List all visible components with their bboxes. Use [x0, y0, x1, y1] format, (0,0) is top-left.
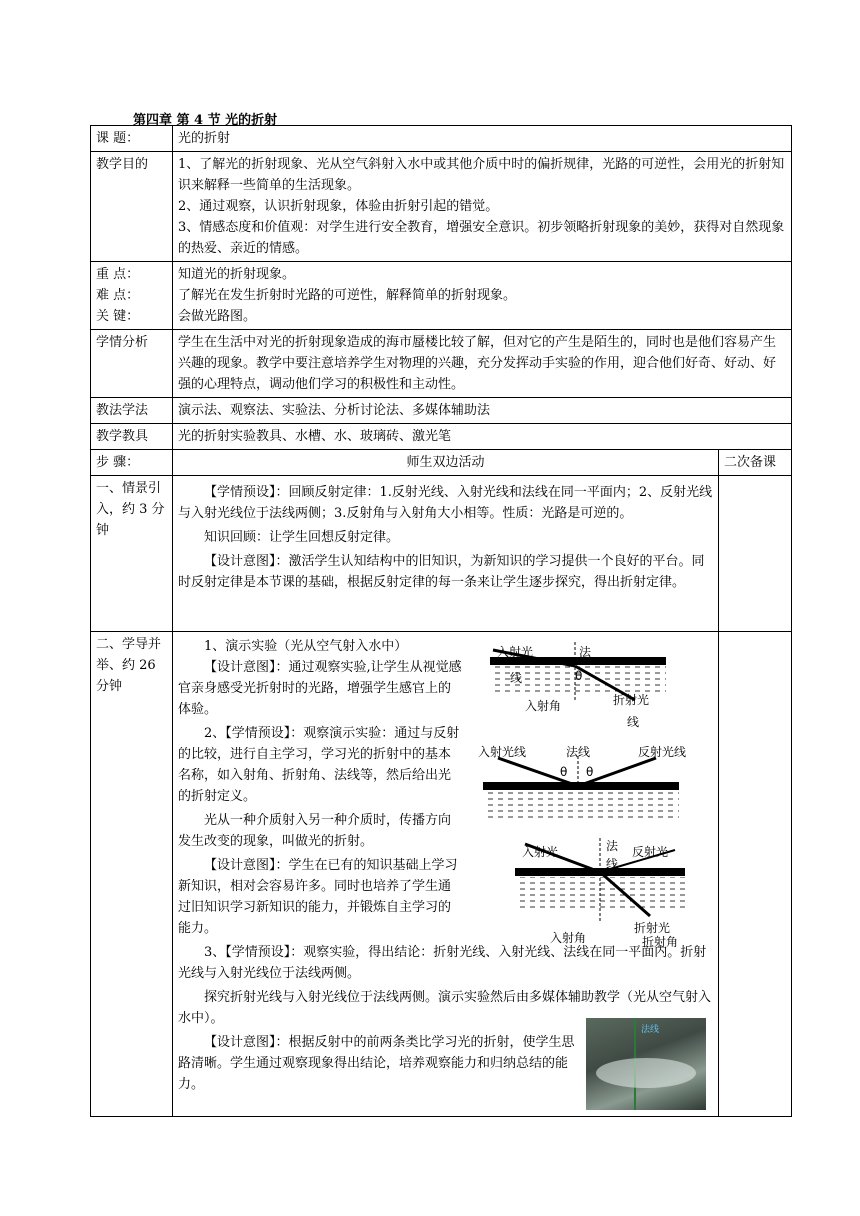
step2-left-text: [178, 636, 463, 939]
focus-text: 知道光的折射现象。: [178, 267, 296, 282]
goal-2: 2、通过观察，认识折射现象，体验由折射引起的错觉。: [178, 199, 499, 214]
goal-1: 1、了解光的折射现象、光从空气斜射入水中或其他介质中时的偏折规律，光路的可逆性，会用光的折射知识来解释一些简单的生活现象。: [178, 157, 785, 193]
header-notes: 二次备课: [719, 450, 792, 476]
row-method: [91, 398, 792, 424]
step2-para-8: 【设计意图】：根据反射中的前两条类比学习光的折射，使学生思路清晰。学生通过观察现象得出结论，培养观察能力和归纳总结的能力。: [178, 1035, 575, 1092]
fig1-incident-label: 入射光: [497, 645, 534, 659]
fig3-incident-angle: 入射角: [550, 931, 587, 945]
step1-para-1: 【学情预设】：回顾反射定律：1.反射光线、入射光线和法线在同一平面内；2、反射光线与入射光线位于法线两侧；3.反射角与入射角大小相等。性质：光路是可逆的。: [178, 485, 713, 521]
fig3-refraction-angle: 折射角: [642, 935, 679, 949]
row-steps-header: [91, 450, 792, 476]
analysis-content: 学生在生活中对光的折射现象造成的海市蜃楼比较了解，但对它的产生是陌生的，同时也是他们容易产生兴趣的现象。教学中要注意培养学生对物理的兴趣，充分发挥动手实验的作用，迎合他们好奇、好动、好强的心理特点，调动他们学习的积极性和主动性。: [173, 330, 792, 398]
method-content: 演示法、观察法、实验法、分析讨论法、多媒体辅助法: [173, 398, 792, 424]
label-step1: 一、情景引入，约 3 分钟: [91, 476, 173, 632]
label-difficulty: 难 点：: [96, 288, 140, 303]
fig3-refracted-label: 折射光: [634, 921, 671, 935]
fig2-theta-2: θ: [586, 765, 594, 779]
fig2-incident-label: 入射光线: [478, 745, 527, 759]
goals-content: [173, 152, 792, 262]
sim-normal-label: 法线: [641, 1025, 660, 1035]
label-goals: 教学目的: [91, 152, 173, 262]
sim-water-surface: [596, 1058, 696, 1088]
step1-para-2: 知识回顾：让学生回想反射定律。: [204, 530, 400, 545]
figure-refraction-1: [485, 640, 675, 740]
label-method: 教法学法: [91, 398, 173, 424]
row-step1: [91, 476, 792, 632]
fig3-incident-label: 入射光: [522, 845, 559, 859]
goal-3: 3、情感态度和价值观：对学生进行安全教育，增强安全意识。初步领略折射现象的美妙，获得对自然现象的热爱、亲近的情感。: [178, 220, 785, 256]
fig1-theta: θ: [575, 669, 583, 683]
label-tools: 教学教具: [91, 424, 173, 450]
difficulty-text: 了解光在发生折射时光路的可逆性，解释简单的折射现象。: [178, 288, 517, 303]
lesson-plan-table: [90, 125, 792, 1117]
key-text: 会做光路图。: [178, 309, 257, 324]
fig3-reflected-label: 反射光: [632, 845, 669, 859]
step1-para-3: 【设计意图】：激活学生认知结构中的旧知识，为新知识的学习提供一个良好的平台。同时反射定律是本节课的基础，根据反射定律的每一条来让学生逐步探究，得出折射定律。: [178, 554, 705, 590]
fig2-reflected-label: 反射光线: [638, 745, 687, 759]
step2-para-2: 【设计意图】：通过观察实验,让学生从视觉感官亲身感受光折射时的光路，增强学生感官上的体验。: [178, 660, 462, 717]
step2-para-4: 光从一种介质射入另一种介质时，传播方向发生改变的现象，叫做光的折射。: [178, 813, 452, 849]
fig3-normal-label: 法: [606, 839, 619, 853]
figure-reflection: [478, 742, 688, 822]
step2-para-5: 【设计意图】：学生在已有的知识基础上学习新知识，相对会容易许多。同时也培养了学生通过旧知识学习新知识的能力，并锻炼自主学习的能力。: [178, 858, 458, 936]
tools-content: 光的折射实验教具、水槽、水、玻璃砖、激光笔: [173, 424, 792, 450]
step1-content: [173, 476, 719, 632]
fig1-refracted-label-2: 线: [627, 715, 640, 729]
row-goals: [91, 152, 792, 262]
page-title: 第四章 第 4 节 光的折射: [133, 113, 278, 128]
row-tools: [91, 424, 792, 450]
label-topic: 课 题：: [91, 126, 173, 152]
label-focus: 重 点：: [96, 267, 140, 282]
row-analysis: [91, 330, 792, 398]
fig1-refracted-label: 折射光: [613, 693, 650, 707]
fig2-normal-label: 法线: [566, 745, 591, 759]
fig1-normal-label: 法: [579, 645, 592, 659]
row-key-points: [91, 262, 792, 330]
step2-notes: [719, 632, 792, 1117]
label-step2: 二、学导并举、约 26 分钟: [91, 632, 173, 1117]
step2-para-7: 探究折射光线与入射光线位于法线两侧。演示实验然后由多媒体辅助教学（光从空气射入水中）。: [178, 990, 712, 1026]
topic-content: 光的折射: [173, 126, 792, 152]
header-activity: 师生双边活动: [173, 450, 719, 476]
row-topic: [91, 126, 792, 152]
step1-notes: [719, 476, 792, 632]
fig3-normal-label-2: 线: [606, 857, 619, 871]
label-key-points: [91, 262, 173, 330]
simulation-image: [586, 1018, 706, 1110]
label-analysis: 学情分析: [91, 330, 173, 398]
key-points-content: [173, 262, 792, 330]
step2-para-6: 3、【学情预设】：观察实验，得出结论：折射光线、入射光线、法线在同一平面内。折射光线与入射光线位于法线两侧。: [178, 945, 707, 981]
fig1-incident-angle: 入射角: [525, 699, 562, 713]
label-steps: 步 骤：: [91, 450, 173, 476]
step2-para-1: 1、演示实验（光从空气射入水中）: [204, 639, 408, 654]
step2-para-3: 2、【学情预设】：观察演示实验：通过与反射的比较，进行自主学习，学习光的折射中的基本名称，如入射角、折射角、法线等，然后给出光的折射定义。: [178, 726, 460, 804]
fig2-theta-1: θ: [560, 765, 568, 779]
label-key: 关 键：: [96, 309, 140, 324]
fig1-line-label: 线: [510, 671, 523, 685]
step2-bottom-text: [178, 1032, 578, 1095]
figure-refraction-2: [510, 832, 690, 950]
